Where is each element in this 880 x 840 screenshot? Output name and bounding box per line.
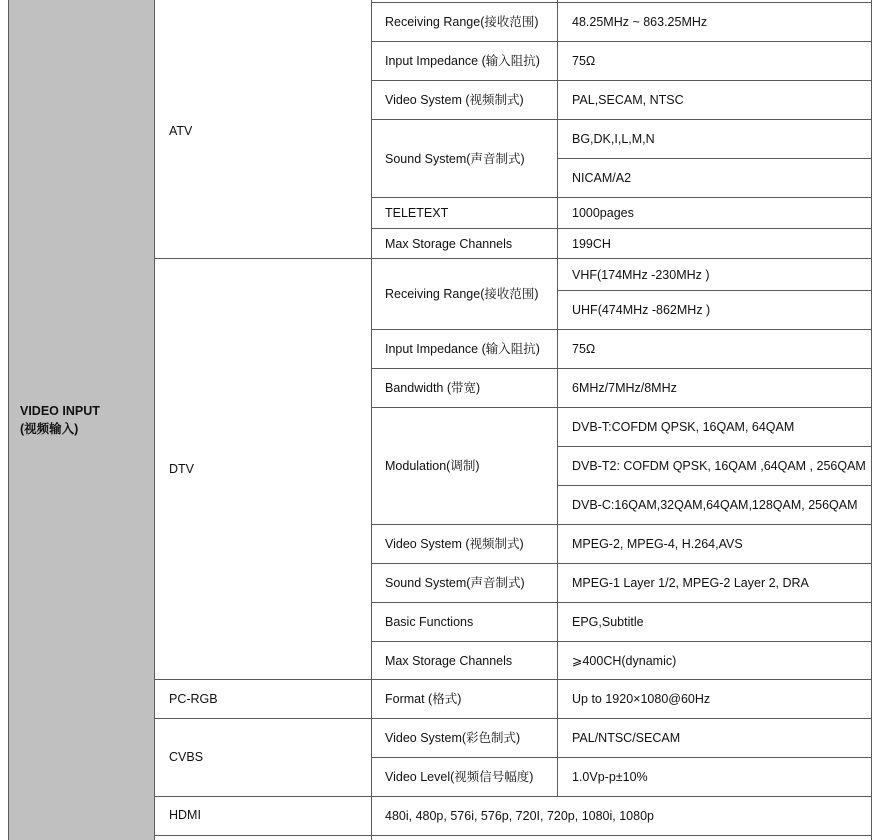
grid-line <box>154 796 872 797</box>
param-value: DVB-C:16QAM,32QAM,64QAM,128QAM, 256QAM <box>572 498 858 512</box>
param-name: Input Impedance (输入阻抗) <box>385 342 540 356</box>
grid-line <box>371 228 872 229</box>
param-value: DVB-T2: COFDM QPSK, 16QAM ,64QAM , 256QAM <box>572 459 866 473</box>
param-value: 75Ω <box>572 342 596 356</box>
grid-line <box>557 485 872 486</box>
grid-line <box>371 641 872 642</box>
grid-line <box>371 524 872 525</box>
param-value: 1.0Vp-p±10% <box>572 770 648 784</box>
param-value: EPG,Subtitle <box>572 615 644 629</box>
param-value: MPEG-2, MPEG-4, H.264,AVS <box>572 537 743 551</box>
param-value: Up to 1920×1080@60Hz <box>572 692 711 706</box>
section-title-cn: (视频输入) <box>20 422 79 436</box>
category-atv: ATV <box>169 124 193 138</box>
grid-line <box>371 0 372 840</box>
param-value: NICAM/A2 <box>572 171 632 185</box>
param-name: Video Level(视频信号幅度) <box>385 770 534 784</box>
param-value: 6MHz/7MHz/8MHz <box>572 381 677 395</box>
param-name: Receiving Range(接收范围) <box>385 287 539 301</box>
param-name: Format (格式) <box>385 692 462 706</box>
param-name: Bandwidth (带宽) <box>385 381 481 395</box>
category-pcrgb: PC-RGB <box>169 692 218 706</box>
param-name: Video System (视频制式) <box>385 93 524 107</box>
param-name: Receiving Range(接收范围) <box>385 15 539 29</box>
grid-line <box>557 158 872 159</box>
grid-line <box>154 679 872 680</box>
grid-line <box>371 80 872 81</box>
hdmi-value: 480i, 480p, 576i, 576p, 720I, 720p, 1080i, 1080p <box>385 809 654 823</box>
param-name: Sound System(声音制式) <box>385 151 525 166</box>
grid-line <box>371 757 872 758</box>
param-name: Sound System(声音制式) <box>385 576 525 590</box>
param-value: 48.25MHz ~ 863.25MHz <box>572 15 708 29</box>
grid-line <box>8 0 9 840</box>
param-name: Basic Functions <box>385 615 474 629</box>
param-value: PAL/NTSC/SECAM <box>572 731 681 745</box>
grid-line <box>371 329 872 330</box>
section-title: VIDEO INPUT <box>20 404 100 418</box>
grid-line <box>371 2 872 3</box>
grid-line <box>154 718 872 719</box>
param-name: Video System (视频制式) <box>385 537 524 551</box>
grid-line <box>371 119 872 120</box>
param-value: UHF(474MHz -862MHz ) <box>572 303 711 317</box>
grid-line <box>371 563 872 564</box>
param-value: BG,DK,I,L,M,N <box>572 132 655 146</box>
param-name: TELETEXT <box>385 206 449 220</box>
category-hdmi: HDMI <box>169 808 201 822</box>
param-name: Input Impedance (输入阻抗) <box>385 54 540 68</box>
grid-line <box>154 258 872 259</box>
param-value: MPEG-1 Layer 1/2, MPEG-2 Layer 2, DRA <box>572 576 809 590</box>
grid-line <box>871 0 872 840</box>
grid-line <box>154 835 872 836</box>
param-name: Max Storage Channels <box>385 653 513 668</box>
category-cvbs: CVBS <box>169 750 204 764</box>
grid-line <box>371 41 872 42</box>
grid-line <box>371 407 872 408</box>
grid-line <box>371 602 872 603</box>
param-value: 1000pages <box>572 206 634 220</box>
param-name: Max Storage Channels <box>385 236 513 251</box>
grid-line <box>557 290 872 291</box>
grid-line <box>557 446 872 447</box>
category-dtv: DTV <box>169 462 194 476</box>
param-name: Video System(彩色制式) <box>385 731 521 745</box>
param-value: 199CH <box>572 236 611 251</box>
param-value: ⩾400CH(dynamic) <box>572 653 677 668</box>
grid-line <box>371 197 872 198</box>
param-value: VHF(174MHz -230MHz ) <box>572 267 710 282</box>
param-name: Modulation(调制) <box>385 459 480 473</box>
param-value: DVB-T:COFDM QPSK, 16QAM, 64QAM <box>572 420 795 434</box>
grid-line <box>154 0 155 840</box>
param-value: 75Ω <box>572 54 596 68</box>
param-value: PAL,SECAM, NTSC <box>572 93 684 107</box>
section-header-cell <box>8 0 154 840</box>
grid-line <box>371 368 872 369</box>
